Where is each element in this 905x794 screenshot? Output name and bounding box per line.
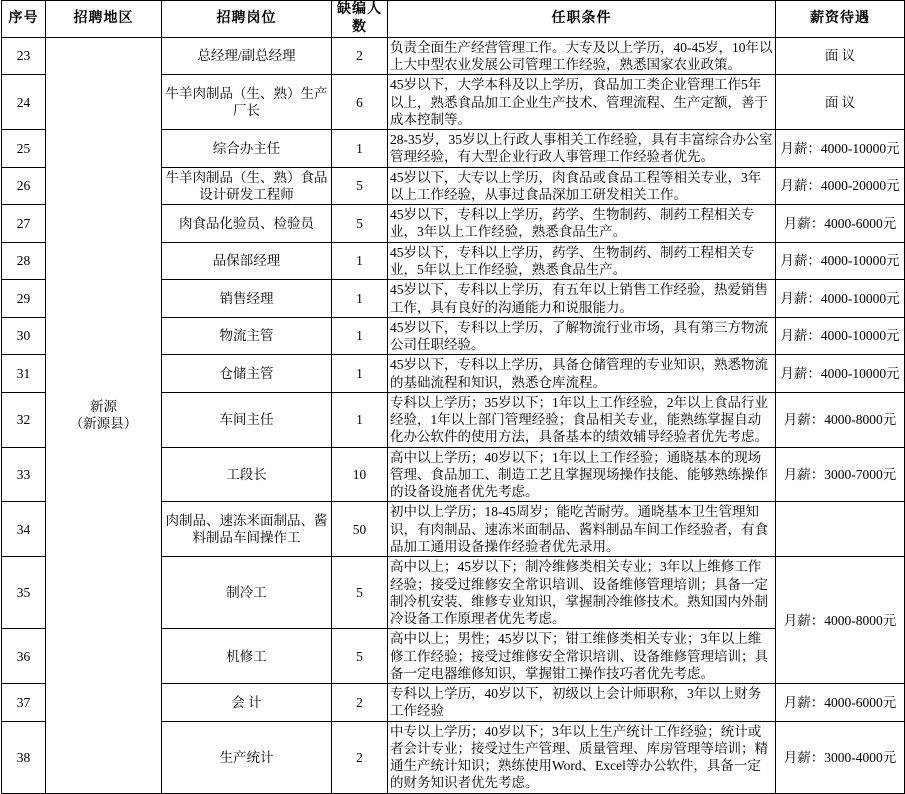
cell-post: 机修工 (162, 629, 332, 684)
cell-requirements: 45岁以下，大专以上学历，肉食品或食品工程等相关专业，3年以上工作经验，从事过食品深加工研发相关工作。 (388, 167, 776, 205)
cell-salary: 月薪：4000-8000元 (776, 392, 905, 447)
table-header-row (2, 1, 905, 38)
cell-count: 5 (332, 629, 388, 684)
cell-post: 仓储主管 (162, 355, 332, 393)
cell-seq: 27 (2, 205, 46, 243)
cell-seq: 24 (2, 75, 46, 130)
cell-count: 1 (332, 317, 388, 355)
column-header-requirements: 任职条件 (388, 1, 776, 38)
cell-salary: 月薪：4000-10000元 (776, 280, 905, 318)
cell-seq: 30 (2, 317, 46, 355)
cell-requirements: 初中以上学历；18-45周岁；能吃苦耐劳。通晓基本卫生管理知识，有肉制品、速冻米面制品、酱料制品车间工作经验者，有食品加工通用设备操作经验者优先录用。 (388, 502, 776, 557)
cell-count: 2 (332, 37, 388, 75)
cell-salary: 月薪：4000-10000元 (776, 130, 905, 168)
cell-requirements: 28-35岁，35岁以上行政人事相关工作经验，具有丰富综合办公室管理经验，有大型企业行政人事管理工作经验者优先。 (388, 130, 776, 168)
cell-requirements: 专科以上学历，40岁以下，初级以上会计师职称，3年以上财务工作经验 (388, 684, 776, 722)
cell-count: 2 (332, 684, 388, 722)
cell-post: 牛羊肉制品（生、熟）食品设计研发工程师 (162, 167, 332, 205)
column-header-region: 招聘地区 (46, 1, 162, 38)
cell-post: 物流主管 (162, 317, 332, 355)
cell-post: 品保部经理 (162, 242, 332, 280)
cell-requirements: 45岁以下，专科以上学历，了解物流行业市场，具有第三方物流公司任职经验。 (388, 317, 776, 355)
region-line-2: （新源县） (69, 416, 138, 432)
cell-salary: 面 议 (776, 75, 905, 130)
cell-count: 6 (332, 75, 388, 130)
cell-requirements: 45岁以下，专科以上学历，药学、生物制药、制药工程相关专业，5年以上工作经验，熟悉食品生产。 (388, 242, 776, 280)
cell-requirements: 45岁以下，专科以上学历，具备仓储管理的专业知识，熟悉物流的基础流程和知识，熟悉仓库流程。 (388, 355, 776, 393)
cell-salary (776, 502, 905, 557)
cell-count: 1 (332, 280, 388, 318)
region-line-1: 新源 (90, 398, 117, 414)
cell-seq: 34 (2, 502, 46, 557)
cell-seq: 31 (2, 355, 46, 393)
cell-seq: 28 (2, 242, 46, 280)
cell-salary: 月薪：3000-4000元 (776, 721, 905, 793)
cell-post: 牛羊肉制品（生、熟）生产厂长 (162, 75, 332, 130)
table-row (2, 37, 905, 75)
cell-salary: 月薪：4000-6000元 (776, 205, 905, 243)
column-header-count: 缺编人数 (332, 1, 388, 38)
cell-requirements: 专科以上学历；35岁以下；1年以上工作经验，2年以上食品行业经验，1年以上部门管理经验；食品相关专业，能熟练掌握自动化办公软件的使用方法，具备基本的绩效辅导经验者优先考虑。 (388, 392, 776, 447)
cell-seq: 29 (2, 280, 46, 318)
cell-salary: 月薪：4000-10000元 (776, 242, 905, 280)
cell-requirements: 中专以上学历；40岁以下；3年以上生产统计工作经验；统计或者会计专业；接受过生产管理、质量管理、库房管理等培训；精通生产统计知识；熟练使用Word、Excel等办公软件，具备一定的财务知识者优先考虑。 (388, 721, 776, 793)
cell-requirements: 负责全面生产经营管理工作。大专及以上学历，40-45岁，10年以上大中型农业发展公司管理工作经验，熟悉国家农业政策。 (388, 37, 776, 75)
cell-post: 生产统计 (162, 721, 332, 793)
cell-salary: 月薪：4000-10000元 (776, 317, 905, 355)
column-header-seq: 序号 (2, 1, 46, 38)
cell-post: 肉食品化验员、检验员 (162, 205, 332, 243)
cell-salary: 月薪：3000-7000元 (776, 447, 905, 502)
cell-seq: 35 (2, 557, 46, 629)
cell-seq: 38 (2, 721, 46, 793)
cell-count: 1 (332, 355, 388, 393)
cell-post: 制冷工 (162, 557, 332, 629)
column-header-salary: 薪资待遇 (776, 1, 905, 38)
cell-post: 工段长 (162, 447, 332, 502)
cell-post: 车间主任 (162, 392, 332, 447)
cell-count: 50 (332, 502, 388, 557)
cell-salary: 面 议 (776, 37, 905, 75)
cell-salary: 月薪：4000-10000元 (776, 355, 905, 393)
cell-requirements: 高中以上；男性；45岁以下；钳工维修类相关专业；3年以上维修工作经验；接受过维修安全常识培训、设备维修管理培训；具备一定电器维修知识，掌握钳工操作技巧者优先考虑。 (388, 629, 776, 684)
cell-seq: 36 (2, 629, 46, 684)
cell-requirements: 45岁以下，专科以上学历，有五年以上销售工作经验，热爱销售工作，具有良好的沟通能力和说服能力。 (388, 280, 776, 318)
cell-seq: 32 (2, 392, 46, 447)
cell-seq: 37 (2, 684, 46, 722)
cell-post: 肉制品、速冻米面制品、酱料制品车间操作工 (162, 502, 332, 557)
cell-requirements: 45岁以下，大学本科及以上学历，食品加工类企业管理工作5年以上，熟悉食品加工企业生产技术、管理流程、生产定额，善于成本控制等。 (388, 75, 776, 130)
cell-count: 1 (332, 130, 388, 168)
cell-post: 综合办主任 (162, 130, 332, 168)
cell-seq: 23 (2, 37, 46, 75)
cell-requirements: 高中以上学历；40岁以下；1年以上工作经验；通晓基本的现场管理、食品加工、制造工艺且掌握现场操作技能、能够熟练操作的设备设施者优先考虑。 (388, 447, 776, 502)
cell-count: 1 (332, 242, 388, 280)
cell-salary: 月薪：4000-8000元 (776, 557, 905, 684)
cell-post: 销售经理 (162, 280, 332, 318)
cell-count: 5 (332, 167, 388, 205)
table-body (2, 37, 905, 793)
cell-post: 会 计 (162, 684, 332, 722)
cell-post: 总经理/副总经理 (162, 37, 332, 75)
cell-region (46, 37, 162, 793)
cell-seq: 26 (2, 167, 46, 205)
cell-requirements: 45岁以下，专科以上学历，药学、生物制药、制药工程相关专业，3年以上工作经验，熟悉食品生产。 (388, 205, 776, 243)
cell-salary: 月薪：4000-6000元 (776, 684, 905, 722)
cell-seq: 25 (2, 130, 46, 168)
cell-count: 2 (332, 721, 388, 793)
recruitment-table (1, 0, 905, 794)
cell-salary: 月薪：4000-20000元 (776, 167, 905, 205)
cell-requirements: 高中以上；45岁以下；制冷维修类相关专业；3年以上维修工作经验；接受过维修安全常识培训、设备维修管理培训；具备一定制冷机安装、维修专业知识，掌握制冷维修技术。熟知国内外制冷设备工作原理者优先考虑。 (388, 557, 776, 629)
cell-count: 10 (332, 447, 388, 502)
column-header-post: 招聘岗位 (162, 1, 332, 38)
cell-count: 1 (332, 392, 388, 447)
cell-count: 5 (332, 557, 388, 629)
cell-count: 5 (332, 205, 388, 243)
cell-seq: 33 (2, 447, 46, 502)
